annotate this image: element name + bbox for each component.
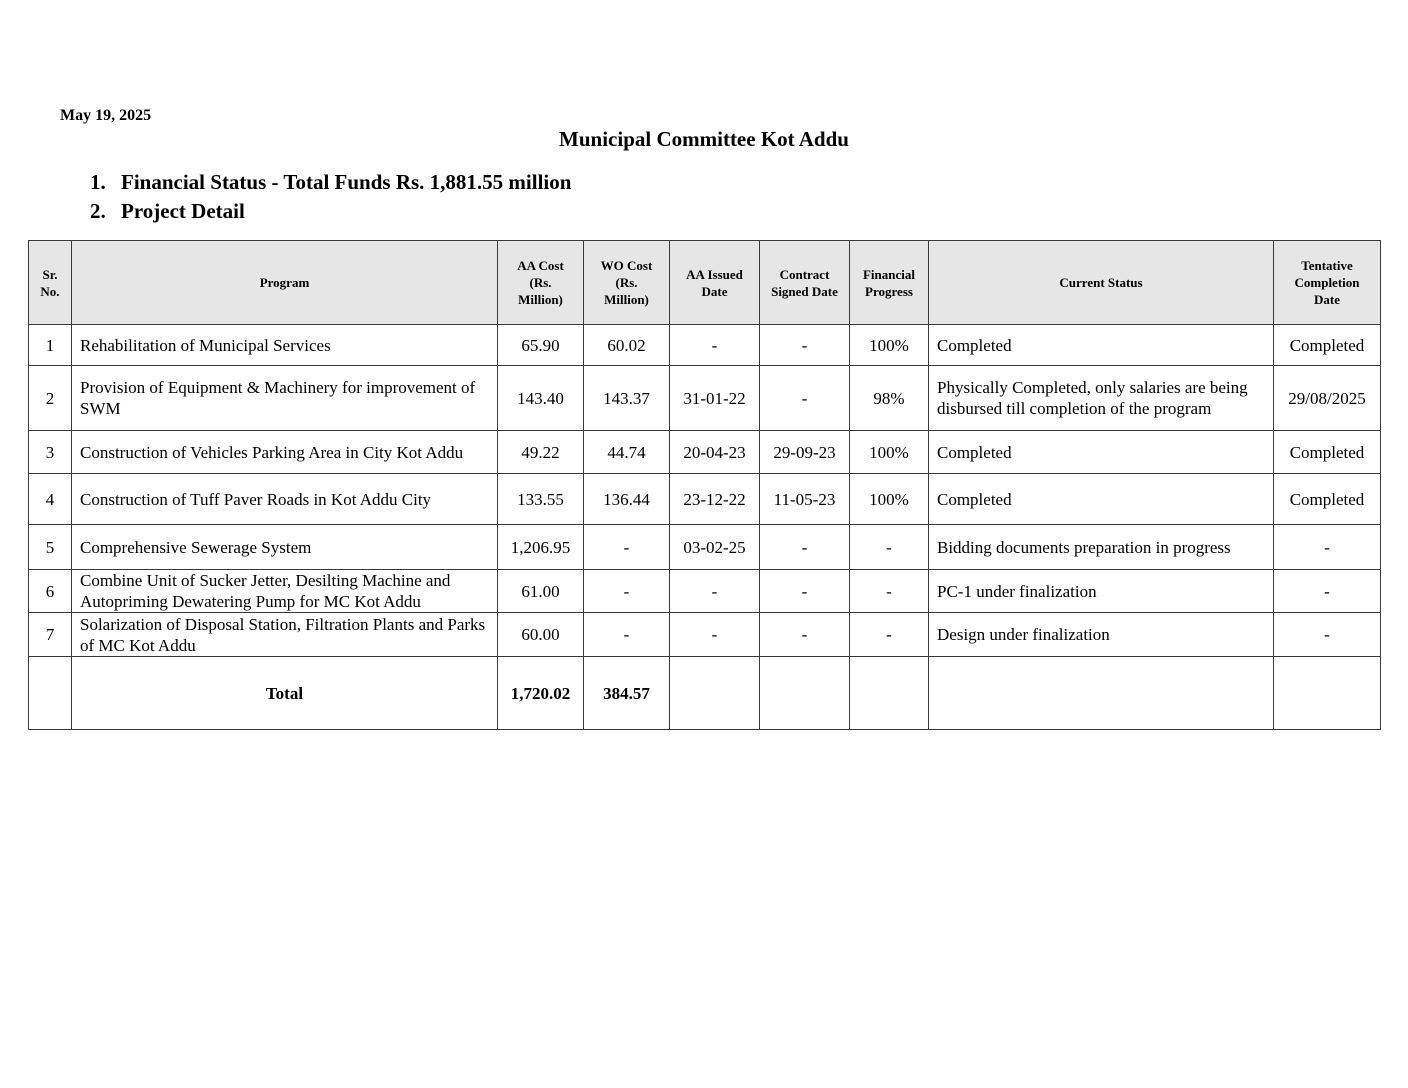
cell-aa-issued-date: 20-04-23	[670, 431, 760, 474]
cell-aa-cost: 143.40	[498, 366, 584, 431]
cell-empty	[670, 657, 760, 730]
header-aa-issued-date: AA Issued Date	[670, 241, 760, 325]
section-heading-financial-status	[90, 170, 571, 195]
header-current-status: Current Status	[929, 241, 1274, 325]
cell-financial-progress: 100%	[850, 474, 929, 525]
cell-aa-cost: 61.00	[498, 570, 584, 613]
cell-contract-signed-date: 29-09-23	[760, 431, 850, 474]
cell-contract-signed-date: -	[760, 613, 850, 657]
cell-sr-no: 3	[29, 431, 72, 474]
cell-aa-cost: 133.55	[498, 474, 584, 525]
cell-sr-no: 7	[29, 613, 72, 657]
cell-aa-cost: 1,206.95	[498, 525, 584, 570]
cell-sr-no: 5	[29, 525, 72, 570]
document-title: Municipal Committee Kot Addu	[559, 127, 849, 151]
cell-aa-issued-date: 31-01-22	[670, 366, 760, 431]
cell-empty	[1274, 657, 1381, 730]
cell-total-wo-cost: 384.57	[584, 657, 670, 730]
cell-total-aa-cost: 1,720.02	[498, 657, 584, 730]
cell-contract-signed-date: -	[760, 570, 850, 613]
cell-aa-cost: 60.00	[498, 613, 584, 657]
cell-wo-cost: -	[584, 613, 670, 657]
cell-aa-issued-date: 03-02-25	[670, 525, 760, 570]
section-text: Project Detail	[121, 199, 245, 223]
cell-wo-cost: 60.02	[584, 325, 670, 366]
cell-empty	[850, 657, 929, 730]
cell-tentative-completion-date: -	[1274, 613, 1381, 657]
cell-program: Combine Unit of Sucker Jetter, Desilting Machine and Autopriming Dewatering Pump for MC Kot Addu	[72, 570, 498, 613]
cell-program: Provision of Equipment & Machinery for improvement of SWM	[72, 366, 498, 431]
cell-wo-cost: -	[584, 525, 670, 570]
cell-financial-progress: 100%	[850, 325, 929, 366]
cell-current-status: Completed	[929, 325, 1274, 366]
table-row	[29, 525, 1381, 570]
table-row	[29, 366, 1381, 431]
cell-sr-no: 1	[29, 325, 72, 366]
cell-aa-issued-date: -	[670, 570, 760, 613]
cell-tentative-completion-date: -	[1274, 570, 1381, 613]
cell-total-label: Total	[72, 657, 498, 730]
section-number: 1.	[90, 170, 106, 194]
cell-tentative-completion-date: Completed	[1274, 325, 1381, 366]
project-detail-table	[28, 240, 1381, 730]
cell-sr-no: 4	[29, 474, 72, 525]
cell-empty	[760, 657, 850, 730]
table-row	[29, 474, 1381, 525]
cell-wo-cost: -	[584, 570, 670, 613]
cell-tentative-completion-date: Completed	[1274, 474, 1381, 525]
cell-aa-issued-date: -	[670, 613, 760, 657]
cell-aa-cost: 65.90	[498, 325, 584, 366]
document-date: May 19, 2025	[60, 107, 152, 124]
cell-contract-signed-date: -	[760, 325, 850, 366]
cell-tentative-completion-date: 29/08/2025	[1274, 366, 1381, 431]
section-heading-project-detail	[90, 199, 245, 224]
cell-tentative-completion-date: -	[1274, 525, 1381, 570]
cell-current-status: Completed	[929, 431, 1274, 474]
cell-contract-signed-date: -	[760, 525, 850, 570]
cell-wo-cost: 143.37	[584, 366, 670, 431]
cell-contract-signed-date: -	[760, 366, 850, 431]
cell-current-status: Completed	[929, 474, 1274, 525]
header-financial-progress: Financial Progress	[850, 241, 929, 325]
table-row	[29, 613, 1381, 657]
cell-financial-progress: -	[850, 525, 929, 570]
table-row	[29, 570, 1381, 613]
cell-program: Construction of Vehicles Parking Area in City Kot Addu	[72, 431, 498, 474]
cell-program: Comprehensive Sewerage System	[72, 525, 498, 570]
cell-empty	[929, 657, 1274, 730]
cell-aa-issued-date: 23-12-22	[670, 474, 760, 525]
cell-wo-cost: 44.74	[584, 431, 670, 474]
cell-contract-signed-date: 11-05-23	[760, 474, 850, 525]
cell-sr-no: 2	[29, 366, 72, 431]
cell-financial-progress: 100%	[850, 431, 929, 474]
cell-current-status: Physically Completed, only salaries are being disbursed till completion of the program	[929, 366, 1274, 431]
cell-sr-no-empty	[29, 657, 72, 730]
header-tentative-completion-date: Tentative Completion Date	[1274, 241, 1381, 325]
cell-wo-cost: 136.44	[584, 474, 670, 525]
table-header-row	[29, 241, 1381, 325]
cell-sr-no: 6	[29, 570, 72, 613]
header-wo-cost: WO Cost (Rs. Million)	[584, 241, 670, 325]
cell-financial-progress: 98%	[850, 366, 929, 431]
section-number: 2.	[90, 199, 106, 223]
cell-financial-progress: -	[850, 570, 929, 613]
cell-current-status: Design under finalization	[929, 613, 1274, 657]
cell-current-status: PC-1 under finalization	[929, 570, 1274, 613]
section-text: Financial Status - Total Funds Rs. 1,881.55 million	[121, 170, 572, 194]
table-total-row	[29, 657, 1381, 730]
header-aa-cost: AA Cost (Rs. Million)	[498, 241, 584, 325]
cell-current-status: Bidding documents preparation in progress	[929, 525, 1274, 570]
header-program: Program	[72, 241, 498, 325]
cell-aa-cost: 49.22	[498, 431, 584, 474]
header-contract-signed-date: Contract Signed Date	[760, 241, 850, 325]
table-row	[29, 325, 1381, 366]
cell-program: Construction of Tuff Paver Roads in Kot Addu City	[72, 474, 498, 525]
cell-program: Rehabilitation of Municipal Services	[72, 325, 498, 366]
header-sr-no: Sr. No.	[29, 241, 72, 325]
cell-tentative-completion-date: Completed	[1274, 431, 1381, 474]
cell-aa-issued-date: -	[670, 325, 760, 366]
cell-program: Solarization of Disposal Station, Filtration Plants and Parks of MC Kot Addu	[72, 613, 498, 657]
table-row	[29, 431, 1381, 474]
cell-financial-progress: -	[850, 613, 929, 657]
